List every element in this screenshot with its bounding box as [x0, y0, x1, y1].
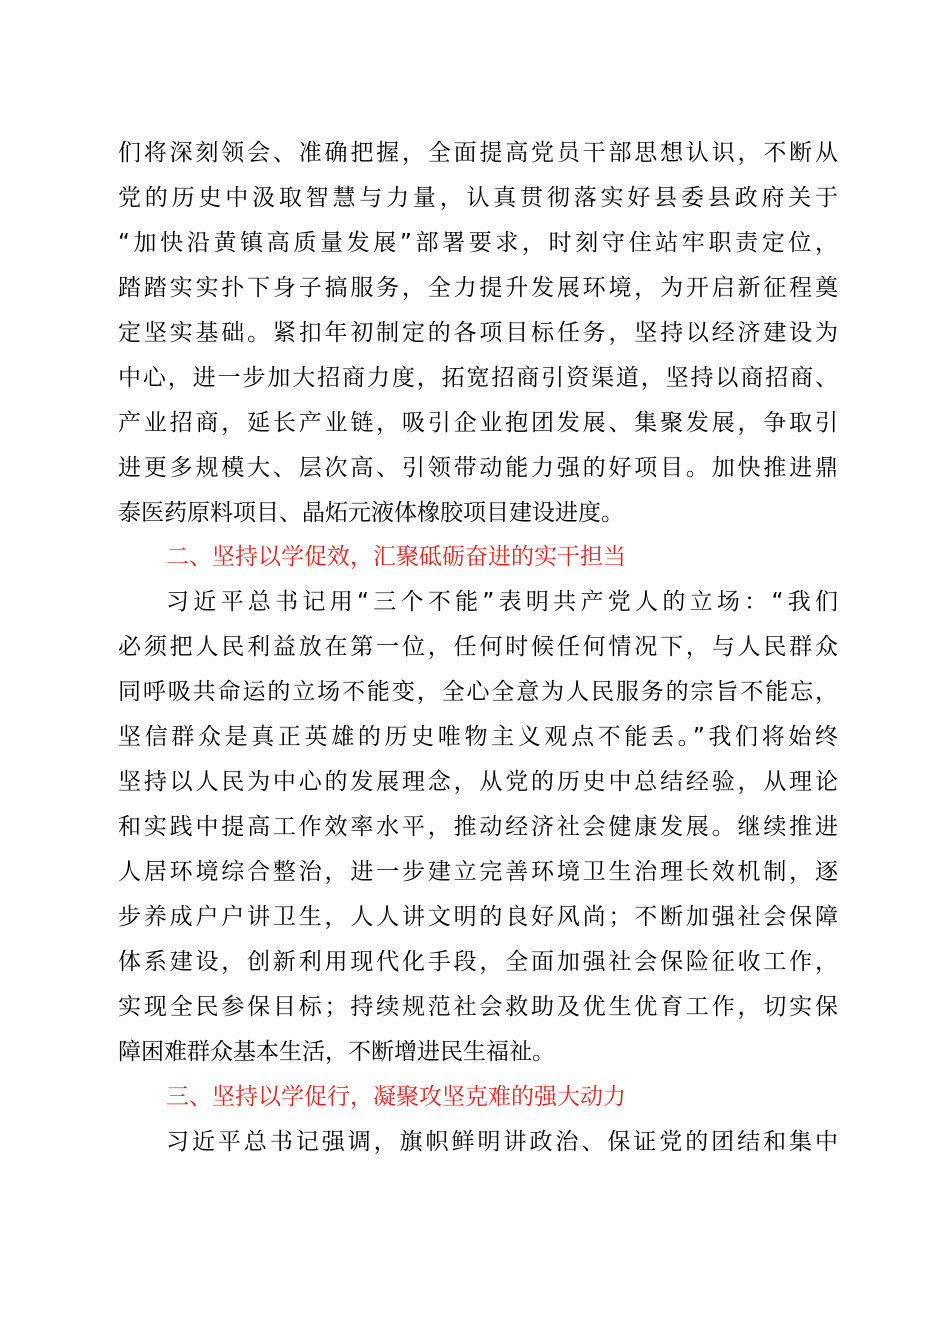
paragraph-line: 体系建设，创新利用现代化手段，全面加强社会保险征收工作， — [118, 948, 838, 975]
paragraph-line: 必须把人民利益放在第一位，任何时候任何情况下，与人民群众 — [118, 634, 838, 661]
paragraph-line: 定坚实基础。紧扣年初制定的各项目标任务，坚持以经济建设为 — [118, 319, 838, 346]
paragraph-3 — [118, 1120, 838, 1165]
paragraph-line: 坚持以人民为中心的发展理念，从党的历史中总结经验，从理论 — [118, 769, 838, 796]
paragraph-line: 踏踏实实扑下身子搞服务，全力提升发展环境，为开启新征程奠 — [118, 274, 838, 301]
paragraph-line: 人居环境综合整治，进一步建立完善环境卫生治理长效机制，逐 — [118, 859, 838, 885]
paragraph-line: 和实践中提高工作效率水平，推动经济社会健康发展。继续推进 — [118, 814, 838, 841]
paragraph-line: 障困难群众基本生活，不断增进民生福祉。 — [118, 1038, 555, 1065]
paragraph-line: 实现全民参保目标；持续规范社会救助及优生优育工作，切实保 — [118, 993, 838, 1020]
paragraph-line: 进更多规模大、层次高、引领带动能力强的好项目。加快推进鼎 — [118, 454, 838, 481]
paragraph-line: 同呼吸共命运的立场不能变，全心全意为人民服务的宗旨不能忘， — [118, 679, 838, 706]
paragraph-line: “加快沿黄镇高质量发展”部署要求，时刻守住站牢职责定位， — [118, 229, 838, 256]
paragraph-line: 习近平总书记用“三个不能”表明共产党人的立场：“我们 — [166, 589, 838, 616]
paragraph-line: 习近平总书记强调，旗帜鲜明讲政治、保证党的团结和集中 — [166, 1128, 838, 1155]
paragraph-1 — [118, 131, 838, 535]
paragraph-line: 泰医药原料项目、晶炻元液体橡胶项目建设进度。 — [118, 499, 624, 526]
paragraph-line: 党的历史中汲取智慧与力量，认真贯彻落实好县委县政府关于 — [118, 184, 838, 211]
paragraph-line: 产业招商，延长产业链，吸引企业抱团发展、集聚发展，争取引 — [118, 409, 838, 436]
section-heading-3: 三、坚持以学促行，凝聚攻坚克难的强大动力 — [166, 1083, 626, 1110]
paragraph-line: 们将深刻领会、准确把握，全面提高党员干部思想认识，不断从 — [118, 140, 838, 166]
section-heading-2: 二、坚持以学促效，汇聚砥砺奋进的实干担当 — [166, 544, 626, 571]
paragraph-line: 坚信群众是真正英雄的历史唯物主义观点不能丢。”我们将始终 — [118, 724, 838, 751]
paragraph-2 — [118, 580, 838, 1074]
paragraph-line: 中心，进一步加大招商力度，拓宽招商引资渠道，坚持以商招商、 — [118, 364, 838, 391]
document-body — [118, 131, 838, 1165]
paragraph-line: 步养成户户讲卫生，人人讲文明的良好风尚；不断加强社会保障 — [118, 903, 838, 930]
